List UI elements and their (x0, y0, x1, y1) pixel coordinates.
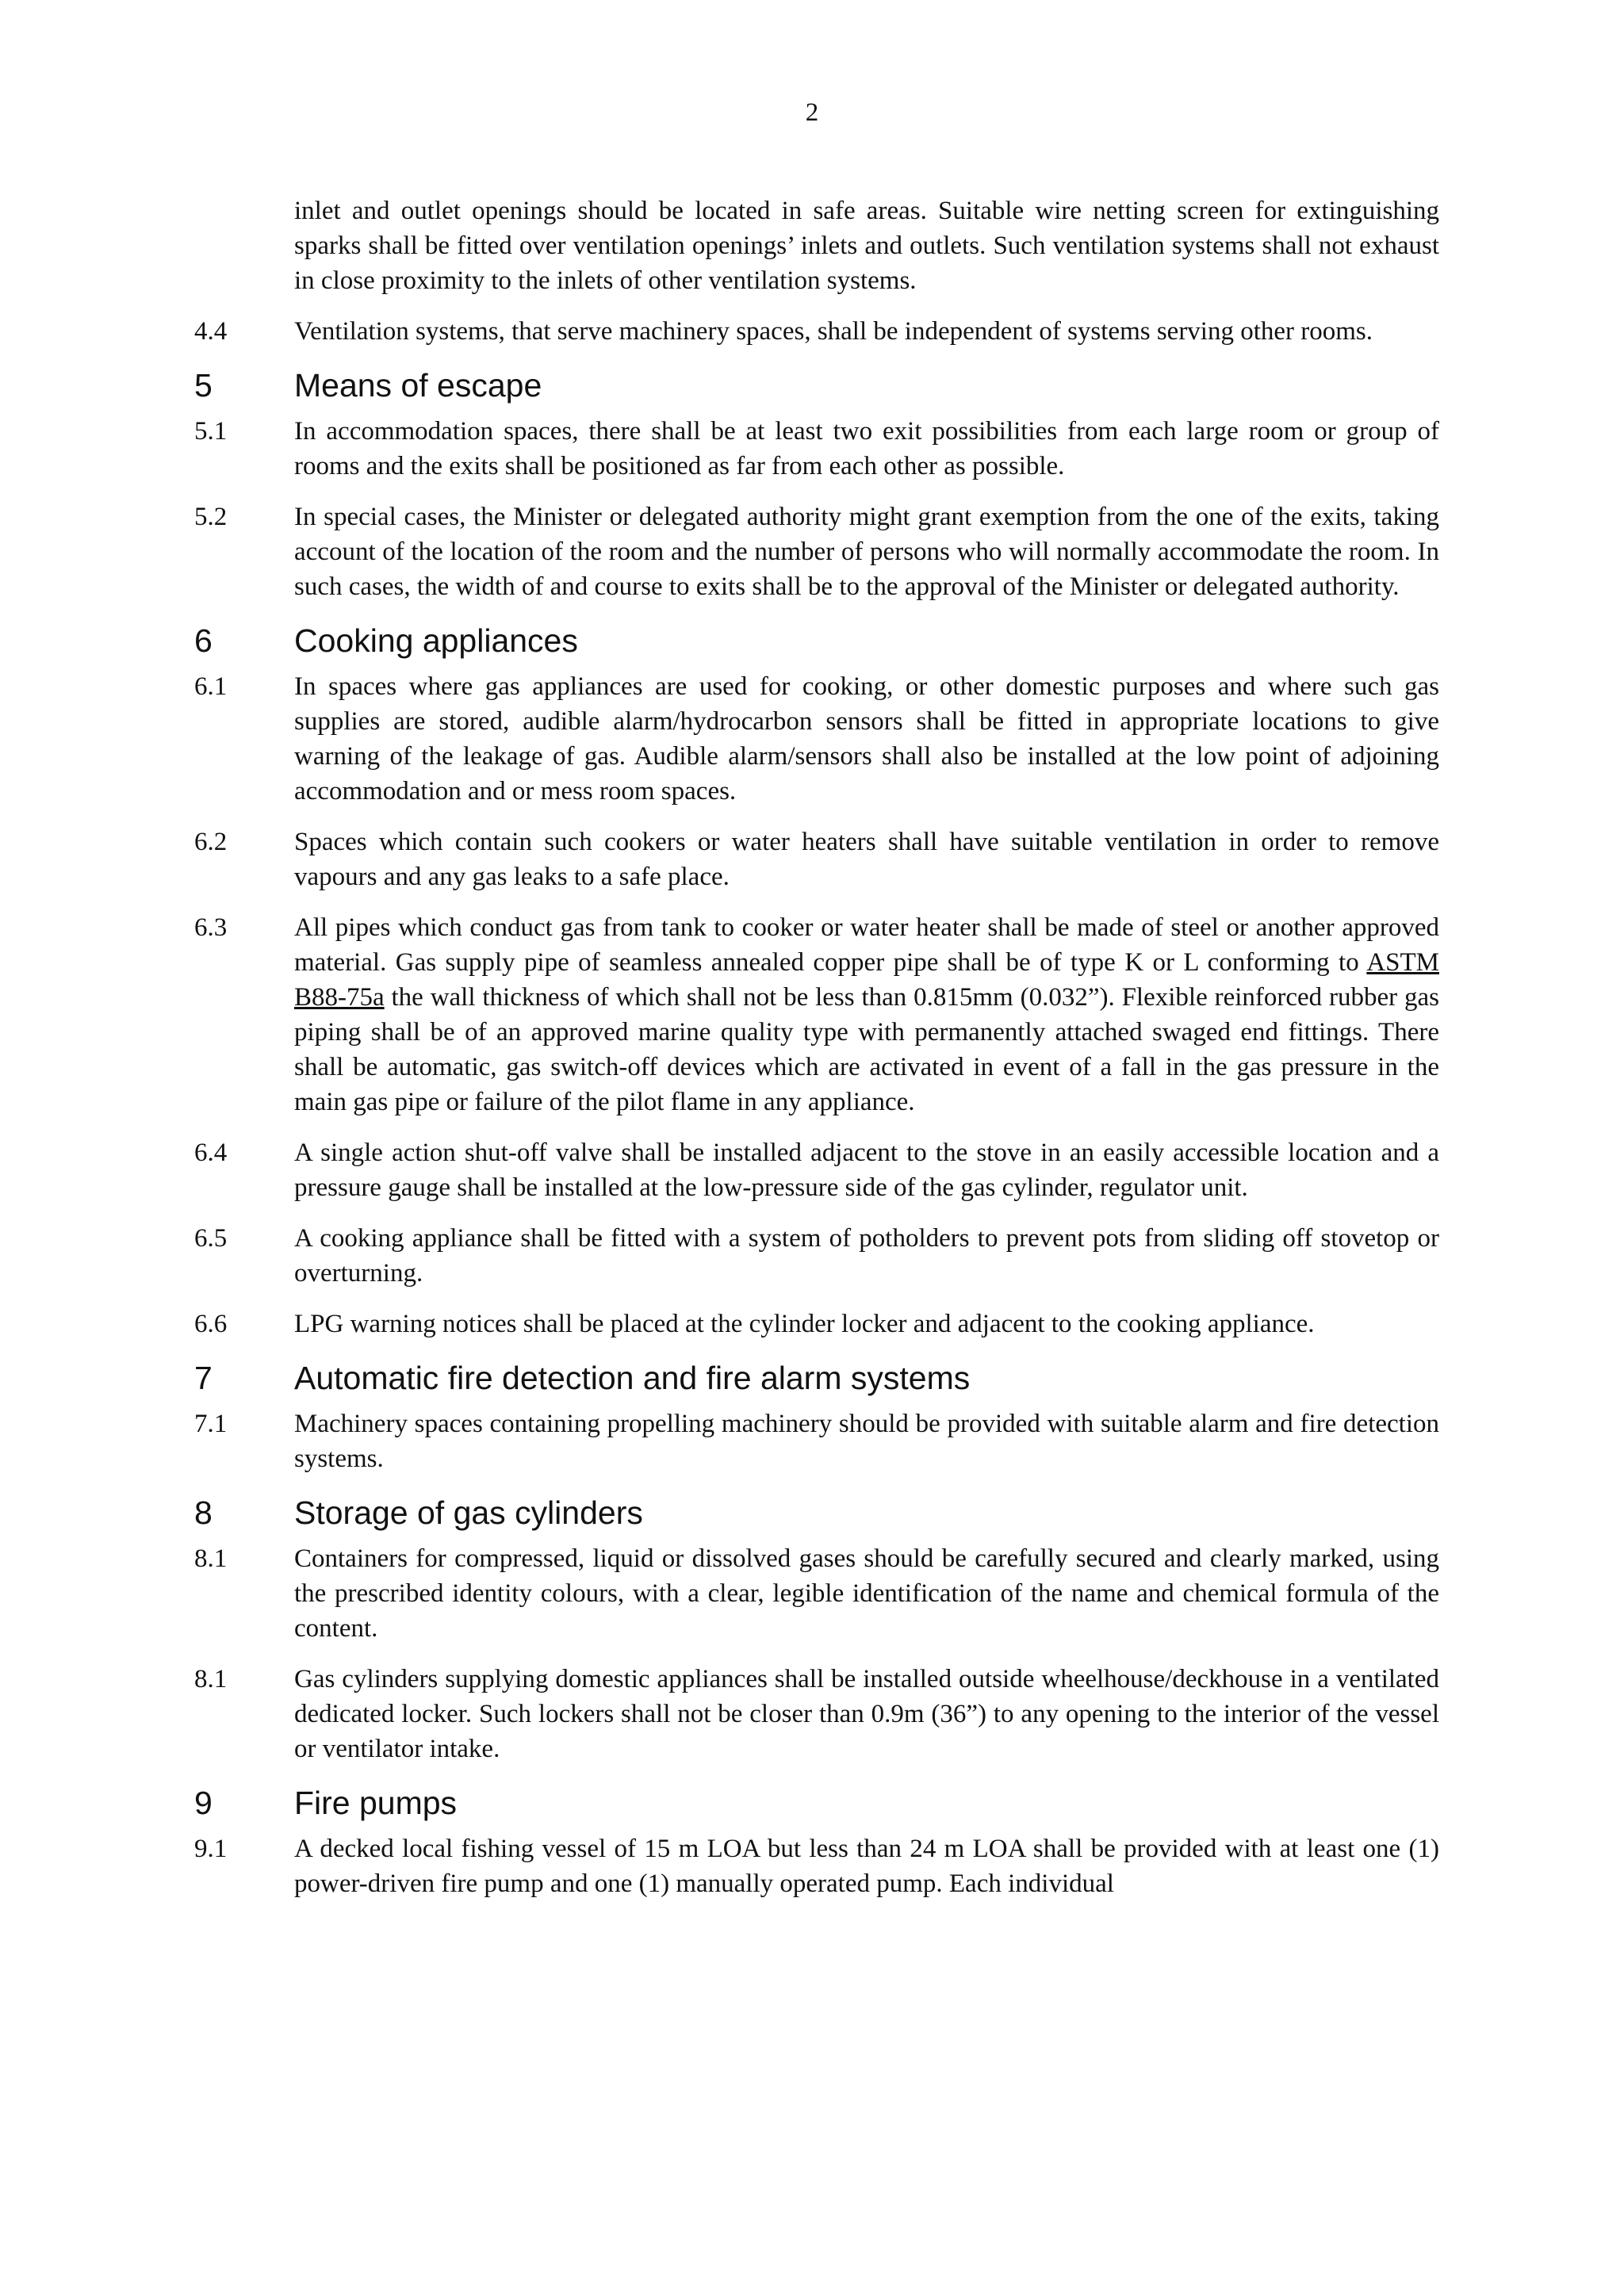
paragraph-continuation (294, 193, 1439, 298)
paragraph-number: 6.3 (194, 913, 228, 942)
paragraph-number: 7.1 (194, 1410, 228, 1438)
paragraph-6-6 (194, 1307, 1439, 1341)
paragraph-text-part: All pipes which conduct gas from tank to cooker or water heater shall be made of steel or another approved material. Gas supply pipe of seamless annealed copper pipe shall be of type K or L conforming to (294, 913, 1439, 977)
paragraph-7-1 (194, 1406, 1439, 1476)
paragraph-5-1 (194, 414, 1439, 484)
paragraph-text: In spaces where gas appliances are used for cooking, or other domestic purposes and where such gas supplies are stored, audible alarm/hydrocarbon sensors shall be fitted in appropriate locations to give warning of the leakage of gas. Audible alarm/sensors shall also be installed at the low point of adjoining accommodation and or mess room spaces. (294, 672, 1439, 806)
paragraph-6-2 (194, 825, 1439, 894)
paragraph-6-1 (194, 669, 1439, 809)
paragraph-text: inlet and outlet openings should be located in safe areas. Suitable wire netting screen for extinguishing sparks shall be fitted over ventilation openings’ inlets and outlets. Such ventilation systems shall not exhaust in close proximity to the inlets of other ventilation systems. (294, 197, 1439, 295)
paragraph-number: 9.1 (194, 1835, 228, 1863)
paragraph-text: In special cases, the Minister or delegated authority might grant exemption from the one of the exits, taking account of the location of the room and the number of persons who will normally accommodate the room. In such cases, the width of and course to exits shall be to the approval of the Minister or delegated authority. (294, 503, 1439, 601)
standard-reference-link[interactable]: ASTM B88-75a (294, 948, 1439, 1012)
paragraph-text: Machinery spaces containing propelling machinery should be provided with suitable alarm and fire detection systems. (294, 1410, 1439, 1473)
paragraph-text: LPG warning notices shall be placed at the cylinder locker and adjacent to the cooking appliance. (294, 1310, 1315, 1338)
section-heading-5 (194, 365, 1439, 406)
paragraph-text: A cooking appliance shall be fitted with a system of potholders to prevent pots from sliding off stovetop or overturning. (294, 1224, 1439, 1288)
paragraph-text: A decked local fishing vessel of 15 m LOA but less than 24 m LOA shall be provided with at least one (1) power-driven fire pump and one (1) manually operated pump. Each individual (294, 1835, 1439, 1898)
section-heading-9 (194, 1782, 1439, 1823)
paragraph-number: 6.5 (194, 1224, 228, 1253)
paragraph-text: Spaces which contain such cookers or water heaters shall have suitable ventilation in order to remove vapours and any gas leaks to a safe place. (294, 828, 1439, 891)
section-number: 6 (194, 622, 213, 659)
paragraph-8-1b (194, 1662, 1439, 1766)
paragraph-number: 6.4 (194, 1138, 228, 1167)
paragraph-number: 5.1 (194, 417, 228, 446)
paragraph-9-1 (194, 1831, 1439, 1901)
paragraph-text: A single action shut-off valve shall be installed adjacent to the stove in an easily accessible location and a pressure gauge shall be installed at the low-pressure side of the gas cylinder, regulator unit. (294, 1138, 1439, 1202)
paragraph-number: 4.4 (194, 317, 228, 346)
paragraph-6-5 (194, 1221, 1439, 1291)
section-title: Means of escape (294, 367, 542, 404)
paragraph-text: In accommodation spaces, there shall be at least two exit possibilities from each large room or group of rooms and the exits shall be positioned as far from each other as possible. (294, 417, 1439, 480)
section-number: 9 (194, 1785, 213, 1821)
paragraph-number: 5.2 (194, 503, 228, 531)
paragraph-text: Containers for compressed, liquid or dissolved gases should be carefully secured and clearly marked, using the prescribed identity colours, with a clear, legible identification of the name and chemical formula of the content. (294, 1544, 1439, 1643)
section-title: Storage of gas cylinders (294, 1494, 643, 1531)
section-number: 5 (194, 367, 213, 404)
section-heading-8 (194, 1492, 1439, 1533)
section-title: Automatic fire detection and fire alarm systems (294, 1360, 971, 1396)
paragraph-5-2 (194, 499, 1439, 604)
section-heading-7 (194, 1357, 1439, 1399)
document-body (194, 193, 1439, 1917)
section-heading-6 (194, 620, 1439, 661)
section-title: Cooking appliances (294, 622, 578, 659)
section-number: 7 (194, 1360, 213, 1396)
paragraph-text: Gas cylinders supplying domestic appliances shall be installed outside wheelhouse/deckhouse in a ventilated dedicated locker. Such lockers shall not be closer than 0.9m (36”) to any opening to the interior of the vessel or ventilator intake. (294, 1665, 1439, 1763)
paragraph-text-part: the wall thickness of which shall not be less than 0.815mm (0.032”). Flexible reinforced rubber gas piping shall be of an approved marine quality type with permanently attached swaged end fittings. There shall be automatic, gas switch-off devices which are activated in event of a fall in the gas pressure in the main gas pipe or failure of the pilot flame in any appliance. (294, 983, 1439, 1116)
paragraph-number: 6.2 (194, 828, 228, 856)
section-title: Fire pumps (294, 1785, 458, 1821)
paragraph-text: Ventilation systems, that serve machinery spaces, shall be independent of systems serving other rooms. (294, 317, 1373, 346)
paragraph-number: 8.1 (194, 1544, 228, 1573)
paragraph-4-4 (194, 314, 1439, 349)
paragraph-text (294, 910, 1439, 1119)
paragraph-8-1a (194, 1541, 1439, 1646)
paragraph-number: 6.1 (194, 672, 228, 701)
paragraph-6-4 (194, 1135, 1439, 1205)
page-number: 2 (805, 98, 819, 127)
paragraph-number: 8.1 (194, 1665, 228, 1693)
paragraph-number: 6.6 (194, 1310, 228, 1338)
paragraph-6-3 (194, 910, 1439, 1119)
section-number: 8 (194, 1494, 213, 1531)
